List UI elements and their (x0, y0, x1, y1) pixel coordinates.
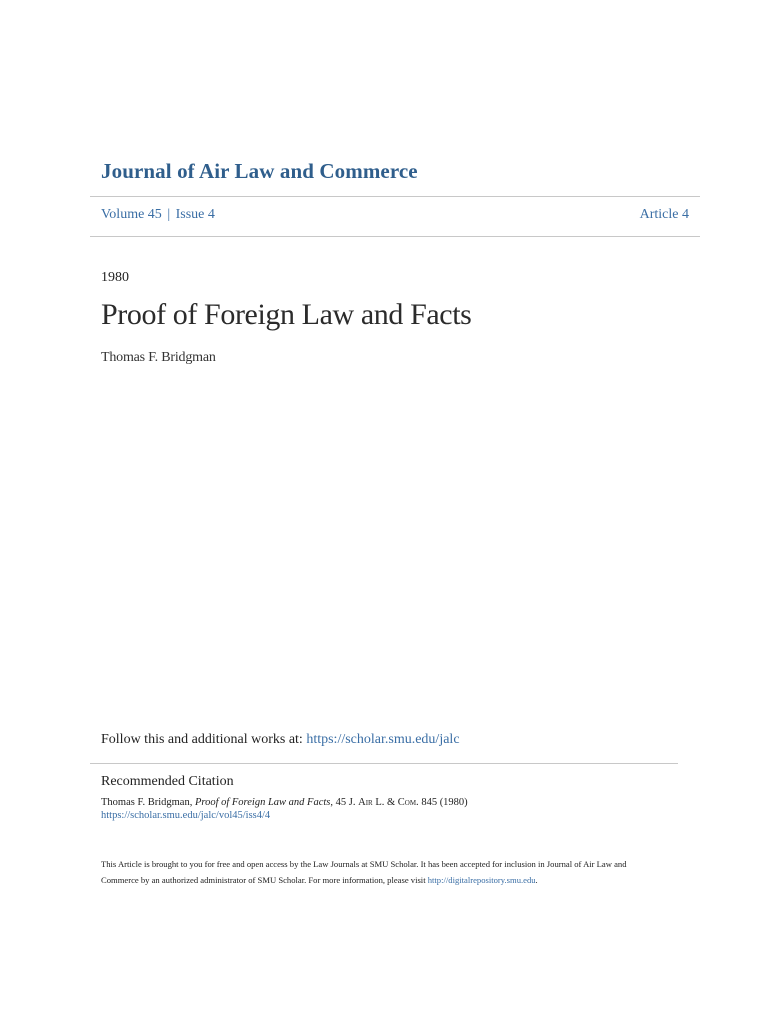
notice-line-1: This Article is brought to you for free and open access by the Law Journals at SMU Scholar. It has been accepted for inclusion in Journal of Air Law and (101, 859, 627, 869)
repository-link[interactable]: http://digitalrepository.smu.edu (427, 875, 536, 885)
article-title: Proof of Foreign Law and Facts (101, 298, 472, 331)
citation-heading: Recommended Citation (101, 774, 234, 789)
issue-link[interactable]: Issue 4 (175, 207, 215, 222)
volume-issue-line (101, 207, 215, 223)
follow-line (101, 732, 460, 748)
article-number-link[interactable]: Article 4 (639, 207, 689, 222)
follow-link[interactable]: https://scholar.smu.edu/jalc (306, 732, 460, 747)
citation-suffix: 845 (1980) (418, 797, 468, 808)
journal-title[interactable]: Journal of Air Law and Commerce (101, 159, 418, 183)
citation-journal-abbrev: Air L. & Com. (358, 797, 419, 808)
notice-line-2-end: . (535, 875, 538, 885)
citation-url-link[interactable]: https://scholar.smu.edu/jalc/vol45/iss4/4 (101, 810, 271, 821)
citation-title: Proof of Foreign Law and Facts (194, 797, 331, 808)
volume-link[interactable]: Volume 45 (101, 207, 162, 222)
notice-line-2-text: Commerce by an authorized administrator of SMU Scholar. For more information, please visit (101, 875, 428, 885)
notice-line-2 (101, 872, 681, 888)
citation-prefix: , 45 J. (330, 797, 359, 808)
volume-issue-separator: | (167, 207, 171, 222)
publication-year: 1980 (101, 270, 129, 285)
citation-text (101, 797, 468, 808)
article-author: Thomas F. Bridgman (101, 350, 216, 365)
citation-author: Thomas F. Bridgman, (101, 797, 195, 808)
divider-top (90, 196, 700, 197)
divider-mid (90, 236, 700, 237)
access-notice (101, 856, 681, 888)
divider-citation (90, 763, 678, 764)
follow-text: Follow this and additional works at: (101, 732, 307, 747)
